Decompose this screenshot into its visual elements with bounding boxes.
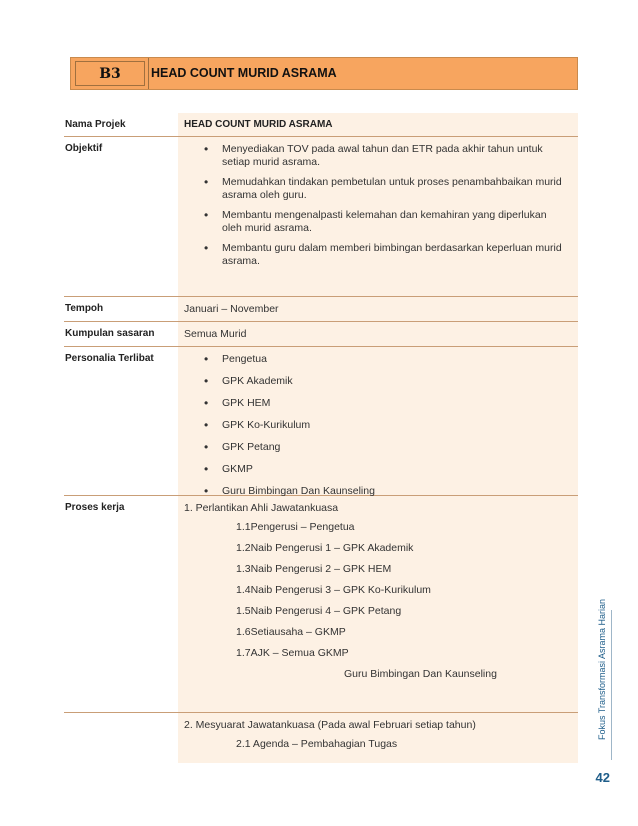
list-item: 1.3Naib Pengerusi 2 – GPK HEM	[236, 563, 392, 575]
value-tempoh: Januari – November	[178, 297, 578, 321]
step2-title: 2. Mesyuarat Jawatankuasa (Pada awal Februari setiap tahun)	[184, 719, 476, 731]
value-kumpulan-sasaran: Semua Murid	[178, 322, 578, 346]
list-item: • Memudahkan tindakan pembetulan untuk proses penambahbaikan murid asrama oleh guru.	[204, 176, 568, 202]
label-objektif: Objektif	[65, 143, 103, 154]
list-item: • GPK Akademik	[204, 375, 568, 388]
objektif-list	[184, 143, 568, 268]
list-item: 1.2Naib Pengerusi 1 – GPK Akademik	[236, 542, 414, 554]
list-item: • Membantu guru dalam memberi bimbingan berdasarkan keperluan murid asrama.	[204, 242, 568, 268]
list-item: • GKMP	[204, 463, 568, 476]
label-kumpulan-sasaran: Kumpulan sasaran	[65, 328, 155, 339]
page-number: 42	[595, 770, 610, 785]
value-nama-projek: HEAD COUNT MURID ASRAMA	[178, 113, 578, 136]
value-proses-step2	[178, 713, 578, 763]
list-item: • GPK HEM	[204, 397, 568, 410]
row-proses-step2	[64, 713, 578, 763]
project-table	[64, 113, 578, 763]
row-nama-projek	[64, 113, 578, 137]
label-proses-kerja: Proses kerja	[65, 502, 125, 513]
list-item: 1.6Setiausaha – GKMP	[236, 626, 346, 638]
value-proses-step1	[178, 496, 578, 712]
list-item: • Menyediakan TOV pada awal tahun dan ETR pada akhir tahun untuk setiap murid asrama.	[204, 143, 568, 169]
section-header	[70, 57, 578, 90]
personalia-list	[184, 353, 568, 498]
header-divider	[148, 58, 149, 89]
list-item: 1.4Naib Pengerusi 3 – GPK Ko-Kurikulum	[236, 584, 431, 596]
list-item: 2.1 Agenda – Pembahagian Tugas	[236, 738, 398, 750]
step1-list	[184, 521, 568, 681]
list-item: 1.1Pengerusi – Pengetua	[236, 521, 355, 533]
row-proses-kerja	[64, 496, 578, 713]
section-code: B3	[75, 61, 145, 86]
section-title: HEAD COUNT MURID ASRAMA	[151, 66, 337, 80]
row-kumpulan-sasaran	[64, 322, 578, 347]
list-item: • Membantu mengenalpasti kelemahan dan kemahiran yang diperlukan oleh murid asrama.	[204, 209, 568, 235]
row-personalia	[64, 347, 578, 496]
list-item: 1.7AJK – Semua GKMP	[236, 647, 349, 659]
label-tempoh: Tempoh	[65, 303, 104, 314]
value-objektif	[178, 137, 578, 296]
label-empty	[64, 713, 178, 763]
side-label: Fokus Transformasi Asrama Harian	[597, 598, 607, 740]
list-item: • GPK Petang	[204, 441, 568, 454]
value-personalia	[178, 347, 578, 495]
side-divider	[611, 610, 612, 760]
list-item: • GPK Ko-Kurikulum	[204, 419, 568, 432]
list-item: 1.5Naib Pengerusi 4 – GPK Petang	[236, 605, 402, 617]
list-item: • Guru Bimbingan Dan Kaunseling	[204, 485, 568, 498]
row-tempoh	[64, 297, 578, 322]
row-objektif	[64, 137, 578, 297]
list-item: Guru Bimbingan Dan Kaunseling	[344, 668, 497, 680]
list-item: • Pengetua	[204, 353, 568, 366]
label-personalia: Personalia Terlibat	[65, 353, 154, 364]
label-nama-projek: Nama Projek	[65, 119, 126, 130]
step2-list	[184, 738, 568, 751]
step1-title: 1. Perlantikan Ahli Jawatankuasa	[184, 502, 339, 514]
